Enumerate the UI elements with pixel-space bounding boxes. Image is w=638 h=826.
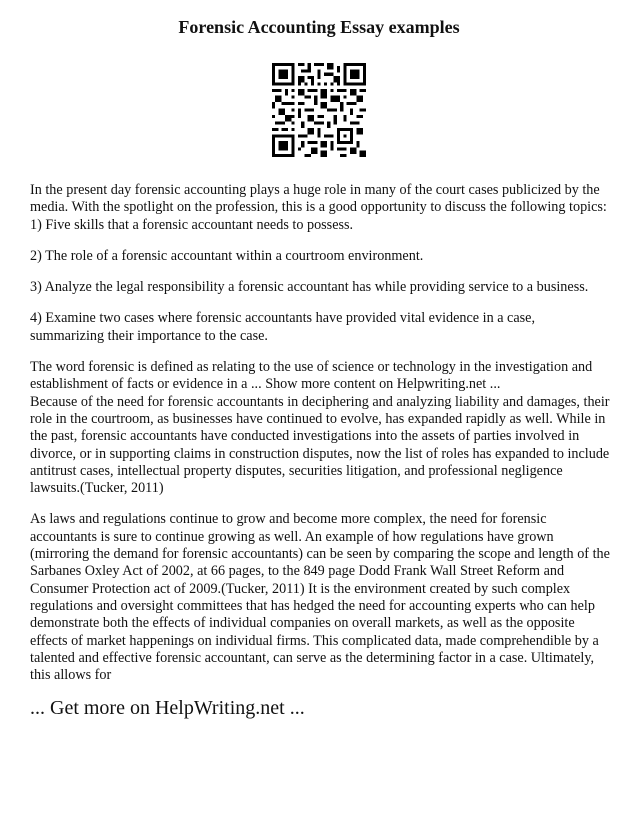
qr-code-graphic <box>272 63 366 157</box>
qr-code-icon <box>272 63 366 157</box>
paragraph-definition: The word forensic is defined as relating to the use of science or technology in the investigation and establishment of facts or evidence in a ... Show more content on Helpwriting.net ... <box>30 359 593 393</box>
paragraph-regulations: As laws and regulations continue to grow and become more complex, the need for forensic accountants is sure to continue growing as well. An example of how regulations have grown (mirroring the demand for forensic accountants) can be seen by comparing the scope and length of the Sarbanes Oxley Act of 2002, at 66 pages, to the 849 page Dodd Frank Wall Street Reform and Consumer Protection act of 2009.(Tucker, 2011) It is the environment created by such complex regulations and oversight committees that has hedged the need for accounting experts who can help demonstrate both the effects of individual companies on overall markets, as well as the opposite effects of market happenings on individual firms. This complicated data, made comprehendible by a talented and effective forensic accountant, can serve as the determining factor in a case. Ultimately, this allows for <box>30 511 610 684</box>
page-title: Forensic Accounting Essay examples <box>178 17 460 37</box>
paragraph-topic-2: 2) The role of a forensic accountant within a courtroom environment. <box>30 247 424 264</box>
paragraph-topic-4: 4) Examine two cases where forensic accountants have provided vital evidence in a case, summarizing their importance to the case. <box>30 310 536 344</box>
paragraph-topic-3: 3) Analyze the legal responsibility a forensic accountant has while providing service to a business. <box>30 279 589 296</box>
essay-body <box>30 182 610 698</box>
paragraph-topic-1: 1) Five skills that a forensic accountant needs to possess. <box>30 216 354 233</box>
paragraph-intro: In the present day forensic accounting plays a huge role in many of the court cases publicized by the media. With the spotlight on the profession, this is a good opportunity to discuss the following topics: <box>30 182 607 216</box>
get-more-link[interactable]: ... Get more on HelpWriting.net ... <box>30 697 305 719</box>
paragraph-role: Because of the need for forensic accountants in deciphering and analyzing liability and damages, their role in the courtroom, as businesses have continued to evolve, has expanded rapidly as well. While in the past, forensic accountants have conducted investigations into the assets of parties involved in divorce, or in supporting claims in construction disputes, now the list of roles has expanded to include antitrust cases, intellectual property disputes, securities litigation, and professional negligence lawsuits.(Tucker, 2011) <box>30 393 610 497</box>
